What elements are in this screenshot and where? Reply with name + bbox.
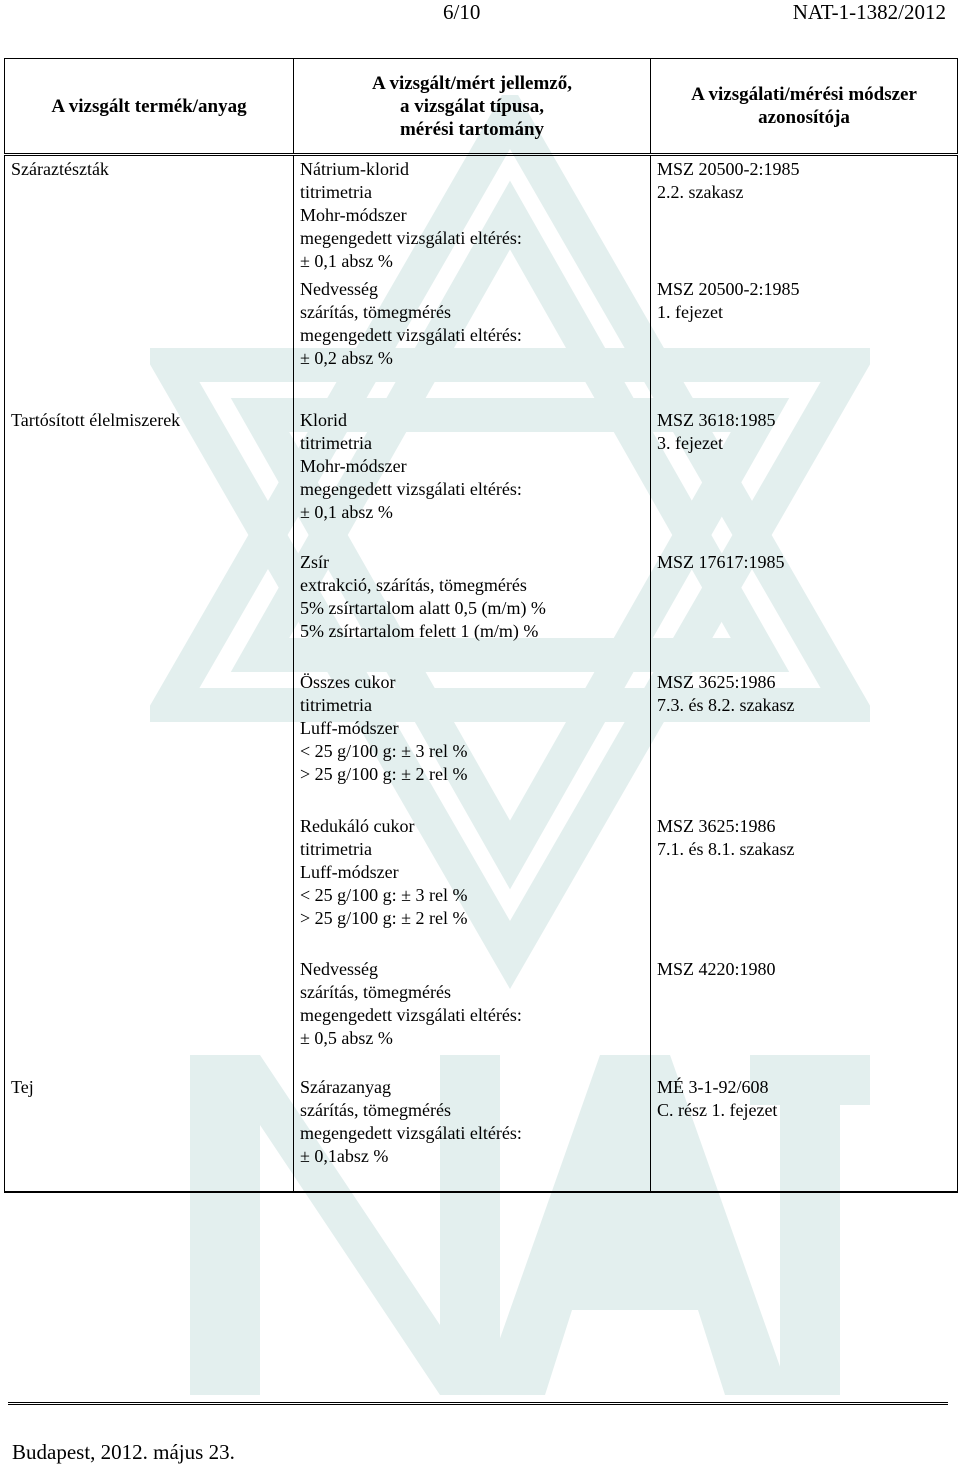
property-line: szárítás, tömegmérés (300, 301, 451, 322)
cell-product (5, 549, 294, 669)
column-header-line: azonosítója (758, 107, 850, 128)
property-line: megengedett vizsgálati eltérés: (300, 1004, 522, 1025)
product-name: Száraztészták (11, 159, 109, 179)
cell-property (294, 1074, 651, 1192)
method-line: MSZ 20500-2:1985 (657, 278, 800, 299)
property-line: > 25 g/100 g: ± 2 rel % (300, 763, 468, 784)
property-line: titrimetria (300, 694, 372, 715)
cell-product (5, 276, 294, 407)
property-line: megengedett vizsgálati eltérés: (300, 324, 522, 345)
property-line: megengedett vizsgálati eltérés: (300, 228, 522, 248)
cell-property (294, 276, 651, 407)
table-row (5, 956, 958, 1074)
method-line: 7.1. és 8.1. szakasz (657, 838, 795, 859)
column-header-product (5, 59, 294, 155)
property-line: Zsír (300, 551, 329, 572)
property-line: < 25 g/100 g: ± 3 rel % (300, 740, 468, 761)
method-line: 1. fejezet (657, 301, 723, 322)
property-line: titrimetria (300, 432, 372, 453)
column-header-line: mérési tartomány (399, 118, 545, 140)
property-line: Luff-módszer (300, 717, 399, 738)
table-row (5, 407, 958, 549)
property-line: szárítás, tömegmérés (300, 981, 451, 1002)
cell-property (294, 407, 651, 549)
column-header-line: A vizsgált/mért jellemző, (372, 72, 572, 94)
property-line: Szárazanyag (300, 1076, 391, 1097)
page-number: 6/10 (443, 0, 481, 24)
method-line: MSZ 20500-2:1985 (657, 159, 800, 179)
property-line: szárítás, tömegmérés (300, 1099, 451, 1120)
cell-method (651, 1074, 958, 1192)
property-line: extrakció, szárítás, tömegmérés (300, 574, 527, 595)
method-line: MSZ 3625:1986 (657, 815, 776, 836)
table-row (5, 1074, 958, 1192)
cell-product (5, 813, 294, 956)
property-line: ± 0,1 absz % (300, 501, 393, 522)
column-header-line: a vizsgálat típusa, (399, 95, 545, 117)
property-line: ± 0,1 absz % (300, 251, 393, 271)
method-line: 2.2. szakasz (657, 182, 744, 202)
property-line: ± 0,5 absz % (300, 1027, 393, 1048)
method-line: 3. fejezet (657, 432, 723, 453)
cell-property (294, 155, 651, 276)
document-id: NAT-1-1382/2012 (792, 0, 946, 24)
method-line: MSZ 3625:1986 (657, 671, 776, 692)
method-line: MÉ 3-1-92/608 (657, 1076, 769, 1097)
property-line: Mohr-módszer (300, 205, 407, 225)
page-header (0, 0, 960, 26)
property-line: 5% zsírtartalom felett 1 (m/m) % (300, 620, 539, 641)
cell-method (651, 956, 958, 1074)
footer-place-date: Budapest, 2012. május 23. (12, 1440, 235, 1464)
cell-property (294, 813, 651, 956)
cell-property (294, 669, 651, 813)
cell-method (651, 407, 958, 549)
table-row (5, 155, 958, 276)
method-line: MSZ 3618:1985 (657, 409, 776, 430)
method-line: 7.3. és 8.2. szakasz (657, 694, 795, 715)
cell-property (294, 549, 651, 669)
property-line: megengedett vizsgálati eltérés: (300, 1122, 522, 1143)
product-name: Tartósított élelmiszerek (11, 409, 181, 430)
property-line: Nátrium-klorid (300, 159, 409, 179)
cell-product (5, 1074, 294, 1192)
table-header-row (5, 59, 958, 155)
method-line: MSZ 4220:1980 (657, 958, 776, 979)
column-header-line: A vizsgálati/mérési módszer (691, 84, 917, 105)
cell-method (651, 669, 958, 813)
cell-product (5, 956, 294, 1074)
property-line: Mohr-módszer (300, 455, 407, 476)
property-line: megengedett vizsgálati eltérés: (300, 478, 522, 499)
property-line: > 25 g/100 g: ± 2 rel % (300, 907, 468, 928)
product-name: Tej (11, 1076, 34, 1097)
cell-method (651, 549, 958, 669)
property-line: < 25 g/100 g: ± 3 rel % (300, 884, 468, 905)
property-line: ± 0,1absz % (300, 1145, 389, 1166)
column-header-property (294, 59, 651, 155)
table-row (5, 549, 958, 669)
cell-method (651, 813, 958, 956)
cell-method (651, 276, 958, 407)
property-line: Nedvesség (300, 278, 378, 299)
table-row (5, 669, 958, 813)
property-line: Összes cukor (300, 671, 396, 692)
property-line: titrimetria (300, 838, 372, 859)
cell-product (5, 155, 294, 276)
property-line: Nedvesség (300, 958, 378, 979)
accreditation-table (4, 58, 958, 1193)
footer-divider (8, 1402, 948, 1405)
method-line: MSZ 17617:1985 (657, 551, 785, 572)
column-header-method (651, 59, 958, 155)
cell-method (651, 155, 958, 276)
table-row (5, 276, 958, 407)
property-line: Klorid (300, 409, 347, 430)
table-row (5, 813, 958, 956)
property-line: ± 0,2 absz % (300, 347, 393, 368)
property-line: Redukáló cukor (300, 815, 415, 836)
cell-product (5, 407, 294, 549)
method-line: C. rész 1. fejezet (657, 1099, 778, 1120)
property-line: titrimetria (300, 182, 372, 202)
property-line: Luff-módszer (300, 861, 399, 882)
column-header-line: A vizsgált termék/anyag (51, 95, 247, 117)
cell-product (5, 669, 294, 813)
property-line: 5% zsírtartalom alatt 0,5 (m/m) % (300, 597, 546, 618)
cell-property (294, 956, 651, 1074)
